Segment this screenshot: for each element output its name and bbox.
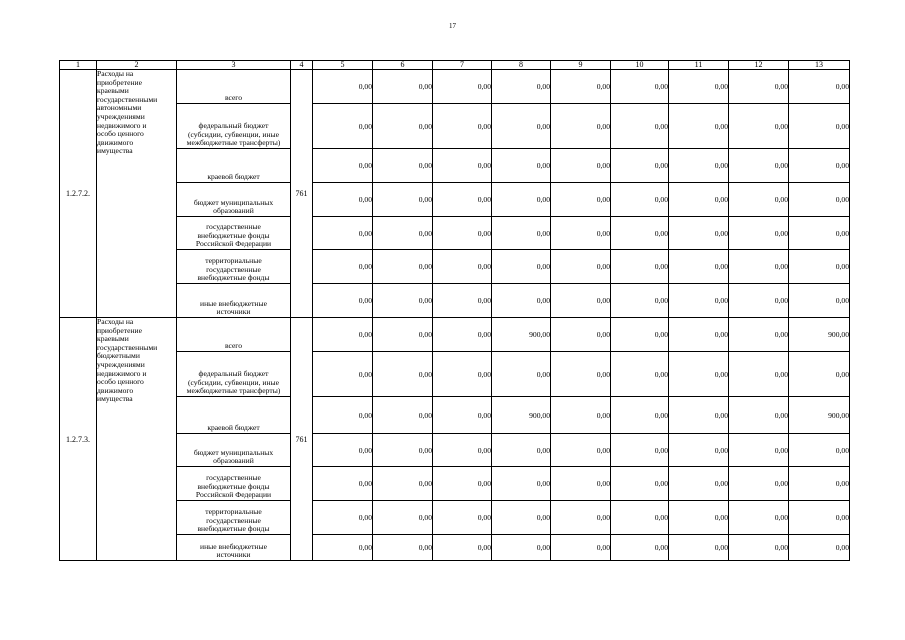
amount-cell: 0,00	[492, 352, 551, 397]
funding-source	[177, 352, 291, 397]
description-line: автономными	[97, 103, 142, 113]
amount-cell: 0,00	[729, 318, 789, 352]
amount-cell: 0,00	[313, 352, 373, 397]
amount-cell: 0,00	[729, 467, 789, 501]
funding-source	[177, 318, 291, 352]
table-row	[60, 284, 850, 318]
amount-cell: 0,00	[492, 217, 551, 250]
header-row	[60, 61, 850, 70]
amount-cell: 0,00	[433, 434, 492, 467]
amount-cell: 0,00	[373, 467, 433, 501]
amount-cell: 0,00	[313, 501, 373, 535]
description-line: имущества	[97, 146, 133, 156]
amount-cell: 0,00	[313, 250, 373, 284]
amount-cell: 0,00	[611, 149, 669, 183]
column-header: 7	[433, 61, 492, 70]
amount-cell: 0,00	[492, 434, 551, 467]
grbs-code: 761	[291, 318, 313, 561]
amount-cell: 0,00	[551, 217, 611, 250]
amount-cell: 0,00	[373, 149, 433, 183]
funding-source-line: государственные	[206, 222, 261, 232]
amount-cell: 0,00	[789, 284, 850, 318]
amount-cell: 0,00	[373, 250, 433, 284]
amount-cell: 0,00	[551, 397, 611, 434]
grbs-code: 761	[291, 70, 313, 318]
amount-cell: 0,00	[313, 149, 373, 183]
amount-cell: 0,00	[789, 149, 850, 183]
amount-cell: 0,00	[433, 397, 492, 434]
amount-cell: 0,00	[669, 104, 729, 149]
funding-source-line: бюджет муниципальных	[193, 197, 274, 207]
description-line: государственными	[97, 94, 158, 104]
amount-cell: 0,00	[789, 535, 850, 561]
funding-source-line: (субсидии, субвенции, иные	[188, 377, 279, 387]
amount-cell: 0,00	[313, 535, 373, 561]
table-row	[60, 397, 850, 434]
amount-cell: 0,00	[611, 217, 669, 250]
amount-cell: 0,00	[551, 434, 611, 467]
description-line: приобретение	[97, 77, 142, 87]
amount-cell: 0,00	[611, 397, 669, 434]
description-line: особо ценного	[97, 129, 144, 139]
amount-cell: 0,00	[729, 183, 789, 217]
amount-cell: 0,00	[433, 352, 492, 397]
amount-cell: 0,00	[789, 183, 850, 217]
amount-cell: 0,00	[611, 501, 669, 535]
amount-cell: 0,00	[313, 467, 373, 501]
column-header: 9	[551, 61, 611, 70]
description-line: краевыми	[97, 86, 129, 96]
amount-cell: 0,00	[611, 250, 669, 284]
amount-cell: 0,00	[789, 467, 850, 501]
amount-cell: 0,00	[729, 149, 789, 183]
table-row	[60, 250, 850, 284]
amount-cell: 0,00	[729, 250, 789, 284]
page-number: 17	[449, 22, 456, 30]
funding-source	[177, 104, 291, 149]
amount-cell: 0,00	[611, 70, 669, 104]
amount-cell: 0,00	[313, 434, 373, 467]
section-code: 1.2.7.3.	[60, 318, 97, 561]
amount-cell: 0,00	[551, 467, 611, 501]
amount-cell: 0,00	[373, 434, 433, 467]
description-line: краевыми	[97, 334, 129, 344]
funding-source	[177, 434, 291, 467]
amount-cell: 0,00	[433, 535, 492, 561]
funding-source-line: источники	[216, 550, 251, 560]
funding-source-line: государственные	[206, 515, 261, 525]
amount-cell: 0,00	[313, 217, 373, 250]
amount-cell: 0,00	[373, 318, 433, 352]
column-header: 12	[729, 61, 789, 70]
amount-cell: 0,00	[433, 217, 492, 250]
amount-cell: 0,00	[611, 467, 669, 501]
funding-source	[177, 149, 291, 183]
amount-cell: 0,00	[492, 70, 551, 104]
amount-cell: 0,00	[373, 535, 433, 561]
amount-cell: 0,00	[729, 535, 789, 561]
funding-source-line: межбюджетные трансферты)	[186, 386, 281, 396]
funding-source-line: внебюджетные фонды	[197, 230, 270, 240]
funding-source-line: краевой бюджет	[207, 423, 260, 433]
amount-cell: 0,00	[729, 397, 789, 434]
amount-cell: 0,00	[313, 104, 373, 149]
amount-cell: 0,00	[373, 104, 433, 149]
amount-cell: 0,00	[433, 467, 492, 501]
table-row	[60, 434, 850, 467]
funding-source-line: внебюджетные фонды	[197, 524, 270, 534]
amount-cell: 0,00	[789, 501, 850, 535]
amount-cell: 0,00	[669, 352, 729, 397]
amount-cell: 0,00	[313, 284, 373, 318]
amount-cell: 0,00	[669, 217, 729, 250]
amount-cell: 0,00	[313, 183, 373, 217]
amount-cell: 0,00	[611, 183, 669, 217]
amount-cell: 0,00	[433, 284, 492, 318]
amount-cell: 0,00	[492, 149, 551, 183]
amount-cell: 0,00	[373, 284, 433, 318]
description-line: особо ценного	[97, 377, 144, 387]
column-header: 11	[669, 61, 729, 70]
funding-source-line: краевой бюджет	[207, 172, 260, 182]
description-line: государственными	[97, 342, 158, 352]
amount-cell: 0,00	[611, 104, 669, 149]
column-header: 3	[177, 61, 291, 70]
amount-cell: 0,00	[551, 284, 611, 318]
amount-cell: 0,00	[789, 352, 850, 397]
description-line: приобретение	[97, 325, 142, 335]
column-header: 10	[611, 61, 669, 70]
column-header: 8	[492, 61, 551, 70]
amount-cell: 0,00	[551, 535, 611, 561]
amount-cell: 0,00	[729, 104, 789, 149]
amount-cell: 900,00	[492, 318, 551, 352]
amount-cell: 0,00	[313, 397, 373, 434]
description-line: бюджетными	[97, 351, 140, 361]
column-header: 1	[60, 61, 97, 70]
amount-cell: 0,00	[551, 183, 611, 217]
funding-source	[177, 535, 291, 561]
funding-source-line: территориальные	[205, 507, 262, 517]
section-description	[97, 318, 177, 561]
amount-cell: 0,00	[492, 183, 551, 217]
amount-cell: 0,00	[789, 250, 850, 284]
table-row	[60, 352, 850, 397]
amount-cell: 0,00	[611, 434, 669, 467]
funding-source	[177, 397, 291, 434]
amount-cell: 0,00	[669, 467, 729, 501]
amount-cell: 0,00	[789, 217, 850, 250]
description-line: учреждениями	[97, 359, 145, 369]
amount-cell: 0,00	[789, 434, 850, 467]
amount-cell: 0,00	[669, 183, 729, 217]
amount-cell: 0,00	[669, 318, 729, 352]
description-line: недвижимого и	[97, 120, 147, 130]
amount-cell: 0,00	[433, 104, 492, 149]
funding-source-line: внебюджетные фонды	[197, 273, 270, 283]
funding-source-line: иные внебюджетные	[200, 541, 267, 551]
amount-cell: 0,00	[729, 352, 789, 397]
funding-source-line: внебюджетные фонды	[197, 481, 270, 491]
funding-source-line: государственные	[206, 264, 261, 274]
amount-cell: 0,00	[669, 501, 729, 535]
funding-source-line: всего	[224, 341, 243, 351]
funding-source	[177, 467, 291, 501]
funding-source-line: федеральный бюджет	[198, 369, 269, 379]
description-line: движимого	[97, 137, 134, 147]
amount-cell: 0,00	[433, 501, 492, 535]
column-header: 4	[291, 61, 313, 70]
funding-source-line: всего	[224, 93, 243, 103]
table-row	[60, 535, 850, 561]
amount-cell: 0,00	[492, 467, 551, 501]
amount-cell: 0,00	[492, 250, 551, 284]
funding-source	[177, 250, 291, 284]
column-header: 6	[373, 61, 433, 70]
amount-cell: 0,00	[729, 501, 789, 535]
amount-cell: 0,00	[789, 70, 850, 104]
funding-source-line: иные внебюджетные	[200, 298, 267, 308]
amount-cell: 0,00	[313, 70, 373, 104]
amount-cell: 0,00	[669, 397, 729, 434]
funding-source-line: источники	[216, 307, 251, 317]
amount-cell: 0,00	[669, 535, 729, 561]
amount-cell: 0,00	[789, 104, 850, 149]
funding-source-line: государственные	[206, 473, 261, 483]
table-row	[60, 217, 850, 250]
table-row	[60, 467, 850, 501]
budget-table	[59, 60, 850, 561]
amount-cell: 0,00	[433, 70, 492, 104]
funding-source	[177, 501, 291, 535]
amount-cell: 0,00	[551, 318, 611, 352]
amount-cell: 0,00	[492, 535, 551, 561]
funding-source-line: (субсидии, субвенции, иные	[188, 129, 279, 139]
amount-cell: 0,00	[492, 284, 551, 318]
amount-cell: 900,00	[789, 318, 850, 352]
column-header: 2	[97, 61, 177, 70]
section-code: 1.2.7.2.	[60, 70, 97, 318]
funding-source-line: бюджет муниципальных	[193, 447, 274, 457]
amount-cell: 0,00	[551, 70, 611, 104]
amount-cell: 0,00	[729, 284, 789, 318]
amount-cell: 0,00	[669, 250, 729, 284]
table-row	[60, 183, 850, 217]
amount-cell: 0,00	[611, 318, 669, 352]
amount-cell: 0,00	[669, 434, 729, 467]
amount-cell: 0,00	[551, 104, 611, 149]
amount-cell: 0,00	[373, 70, 433, 104]
amount-cell: 0,00	[669, 70, 729, 104]
amount-cell: 0,00	[433, 318, 492, 352]
amount-cell: 0,00	[373, 183, 433, 217]
amount-cell: 0,00	[551, 501, 611, 535]
description-line: Расходы на	[97, 317, 134, 326]
amount-cell: 0,00	[611, 352, 669, 397]
funding-source-line: образований	[213, 456, 254, 466]
amount-cell: 0,00	[492, 501, 551, 535]
amount-cell: 0,00	[433, 183, 492, 217]
funding-source	[177, 217, 291, 250]
amount-cell: 0,00	[433, 250, 492, 284]
amount-cell: 0,00	[373, 397, 433, 434]
description-line: недвижимого и	[97, 368, 147, 378]
amount-cell: 0,00	[729, 217, 789, 250]
funding-source-line: территориальные	[205, 256, 262, 266]
table-row	[60, 149, 850, 183]
amount-cell: 900,00	[789, 397, 850, 434]
funding-source	[177, 70, 291, 104]
amount-cell: 0,00	[313, 318, 373, 352]
amount-cell: 0,00	[373, 352, 433, 397]
amount-cell: 0,00	[492, 104, 551, 149]
amount-cell: 0,00	[729, 70, 789, 104]
funding-source	[177, 183, 291, 217]
description-line: учреждениями	[97, 111, 145, 121]
funding-source-line: межбюджетные трансферты)	[186, 138, 281, 148]
funding-source	[177, 284, 291, 318]
description-line: движимого	[97, 385, 134, 395]
column-header: 13	[789, 61, 850, 70]
amount-cell: 0,00	[611, 284, 669, 318]
table-row	[60, 104, 850, 149]
amount-cell: 0,00	[433, 149, 492, 183]
funding-source-line: федеральный бюджет	[198, 121, 269, 131]
amount-cell: 0,00	[669, 149, 729, 183]
amount-cell: 0,00	[373, 217, 433, 250]
table-row	[60, 70, 850, 104]
funding-source-line: Российской Федерации	[195, 490, 272, 500]
amount-cell: 0,00	[669, 284, 729, 318]
funding-source-line: образований	[213, 206, 254, 216]
amount-cell: 0,00	[551, 352, 611, 397]
table-row	[60, 318, 850, 352]
amount-cell: 0,00	[551, 250, 611, 284]
section-description	[97, 70, 177, 318]
amount-cell: 0,00	[373, 501, 433, 535]
amount-cell: 0,00	[729, 434, 789, 467]
funding-source-line: Российской Федерации	[195, 239, 272, 249]
amount-cell: 900,00	[492, 397, 551, 434]
table-row	[60, 501, 850, 535]
amount-cell: 0,00	[611, 535, 669, 561]
description-line: имущества	[97, 394, 133, 404]
column-header: 5	[313, 61, 373, 70]
description-line: Расходы на	[97, 69, 134, 78]
amount-cell: 0,00	[551, 149, 611, 183]
